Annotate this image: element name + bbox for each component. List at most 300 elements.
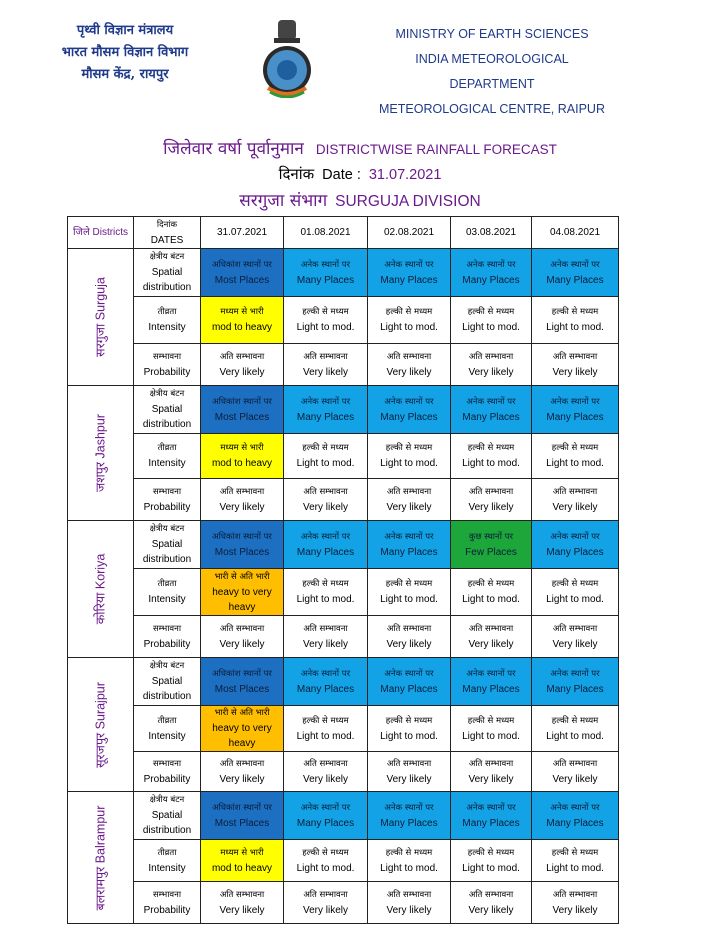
forecast-cell	[284, 840, 368, 882]
forecast-cell	[201, 344, 284, 386]
forecast-cell-english: Very likely	[386, 904, 432, 916]
forecast-cell-hindi: अनेक स्थानों पर	[300, 668, 351, 679]
forecast-cell	[201, 569, 284, 616]
date-column-header: 01.08.2021	[284, 217, 368, 249]
forecast-cell-english: Light to mod.	[462, 862, 520, 874]
forecast-cell-english: Most Places	[214, 683, 270, 695]
forecast-cell	[451, 249, 532, 297]
parameter-label	[134, 249, 201, 297]
forecast-cell-hindi: अनेक स्थानों पर	[384, 668, 434, 679]
parameter-label-hindi: सम्भावना	[152, 623, 182, 634]
forecast-cell-hindi: अति सम्भावना	[468, 623, 514, 634]
forecast-cell	[451, 521, 532, 569]
forecast-cell-hindi: अनेक स्थानों पर	[384, 259, 434, 270]
forecast-cell-hindi: कुछ स्थानों पर	[469, 531, 513, 542]
parameter-label-hindi: क्षेत्रीय बंटन	[149, 389, 185, 399]
forecast-cell	[368, 249, 451, 297]
forecast-cell-english: Light to mod.	[296, 594, 355, 605]
forecast-cell-hindi: अति सम्भावना	[303, 486, 348, 497]
forecast-cell-hindi: हल्की से मध्यम	[467, 847, 515, 858]
forecast-cell-hindi: अधिकांश स्थानों पर	[212, 531, 272, 542]
table-row	[68, 792, 619, 840]
forecast-cell-english: Many Places	[462, 411, 520, 423]
parameter-label-hindi: क्षेत्रीय बंटन	[149, 795, 185, 805]
date-column-header: 03.08.2021	[451, 217, 532, 249]
forecast-cell	[451, 882, 532, 924]
forecast-cell-english: Very likely	[219, 904, 265, 916]
forecast-cell-english: Very likely	[468, 904, 514, 916]
forecast-cell	[368, 706, 451, 752]
table-row	[68, 521, 619, 569]
parameter-label	[134, 616, 201, 658]
forecast-cell	[284, 344, 368, 386]
table-row	[68, 616, 619, 658]
parameter-label-hindi: सम्भावना	[152, 889, 182, 900]
date-column-header: 31.07.2021	[201, 217, 284, 249]
division-title-hindi: सरगुजा संभाग	[239, 191, 328, 211]
forecast-cell	[368, 569, 451, 616]
header-left-line: भारत मौसम विज्ञान विभाग	[61, 45, 189, 60]
forecast-cell-english: Many Places	[546, 546, 604, 558]
date-value: 31.07.2021	[368, 167, 442, 183]
forecast-cell-hindi: मध्यम से भारी	[220, 847, 264, 858]
forecast-cell-hindi: अनेक स्थानों पर	[384, 531, 434, 542]
forecast-title	[0, 136, 720, 159]
forecast-cell-hindi: हल्की से मध्यम	[551, 307, 599, 317]
forecast-cell-english: Many Places	[546, 817, 604, 829]
forecast-cell-english: Light to mod.	[546, 594, 604, 605]
district-name-cell	[68, 658, 134, 792]
forecast-cell-english: Many Places	[462, 683, 520, 695]
parameter-label-english: Spatial distribution	[142, 810, 192, 836]
forecast-cell-english: Few Places	[465, 546, 517, 558]
parameter-label	[134, 297, 201, 344]
parameter-label-english: Probability	[143, 638, 191, 650]
parameter-label-english: Intensity	[148, 458, 186, 469]
table-row	[68, 752, 619, 792]
forecast-cell	[368, 386, 451, 434]
parameter-label-hindi: क्षेत्रीय बंटन	[149, 524, 185, 534]
forecast-cell	[201, 297, 284, 344]
forecast-cell-english: Very likely	[552, 638, 598, 650]
forecast-cell	[451, 752, 532, 792]
forecast-cell-english: Very likely	[552, 773, 598, 785]
forecast-cell-hindi: हल्की से मध्यम	[385, 579, 433, 589]
parameter-label	[134, 840, 201, 882]
forecast-cell	[368, 521, 451, 569]
table-row	[68, 882, 619, 924]
forecast-cell-english: mod to heavy	[211, 458, 273, 469]
forecast-cell-english: heavy to very heavy	[212, 586, 272, 613]
table-row	[68, 386, 619, 434]
forecast-cell-hindi: भारी से अति भारी	[214, 708, 270, 718]
forecast-cell-hindi: हल्की से मध्यम	[551, 443, 599, 453]
parameter-label-english: Probability	[143, 773, 191, 785]
forecast-cell-english: Light to mod.	[380, 322, 438, 333]
forecast-cell-english: Very likely	[386, 773, 432, 785]
forecast-cell-hindi: अधिकांश स्थानों पर	[212, 259, 272, 270]
forecast-cell-hindi: अति सम्भावना	[303, 889, 348, 900]
forecast-cell-english: Light to mod.	[296, 862, 355, 874]
parameter-label-hindi: तीव्रता	[157, 307, 177, 317]
table-row	[68, 434, 619, 479]
forecast-cell-english: Very likely	[552, 904, 598, 916]
forecast-cell-english: Light to mod.	[462, 458, 520, 469]
forecast-cell-hindi: अति सम्भावना	[468, 889, 514, 900]
forecast-cell-english: Very likely	[468, 638, 514, 650]
forecast-cell-hindi: हल्की से मध्यम	[302, 307, 349, 317]
parameter-label	[134, 706, 201, 752]
ministry-header-english	[372, 22, 612, 122]
parameter-label-hindi: तीव्रता	[157, 443, 177, 453]
forecast-cell-english: Light to mod.	[546, 730, 604, 742]
forecast-cell	[532, 249, 619, 297]
parameter-label-english: Spatial distribution	[142, 539, 192, 565]
header-left-line: पृथ्वी विज्ञान मंत्रालय	[76, 23, 174, 38]
forecast-cell-hindi: अधिकांश स्थानों पर	[212, 668, 272, 679]
forecast-cell-english: Very likely	[552, 366, 598, 378]
header-right-line: INDIA METEOROLOGICAL DEPARTMENT	[415, 52, 569, 91]
forecast-cell-english: Many Places	[380, 274, 438, 286]
forecast-cell-english: Very likely	[302, 904, 348, 916]
district-name: बलरामपुर Balrampur	[93, 805, 107, 910]
header-left-line: मौसम केंद्र, रायपुर	[81, 67, 169, 82]
forecast-cell	[284, 752, 368, 792]
forecast-cell	[532, 521, 619, 569]
forecast-cell	[284, 792, 368, 840]
district-name-cell	[68, 521, 134, 658]
forecast-cell-hindi: अनेक स्थानों पर	[466, 396, 516, 407]
parameter-label	[134, 882, 201, 924]
forecast-cell	[451, 616, 532, 658]
forecast-cell	[201, 249, 284, 297]
forecast-cell-english: Many Places	[462, 274, 520, 286]
forecast-cell	[201, 882, 284, 924]
forecast-cell-english: Light to mod.	[462, 594, 520, 605]
forecast-cell-hindi: अति सम्भावना	[386, 889, 432, 900]
district-name: कोरिया Koriya	[93, 553, 107, 625]
division-title	[0, 188, 720, 211]
table-row	[68, 658, 619, 706]
forecast-cell-hindi: हल्की से मध्यम	[302, 443, 349, 453]
forecast-cell	[201, 434, 284, 479]
forecast-cell-english: Many Places	[296, 274, 355, 286]
forecast-cell-english: Many Places	[296, 546, 355, 558]
parameter-label-english: Spatial distribution	[142, 676, 192, 702]
forecast-cell-english: Many Places	[296, 683, 355, 695]
forecast-cell-english: Very likely	[302, 638, 348, 650]
forecast-cell-hindi: अनेक स्थानों पर	[550, 531, 600, 542]
forecast-cell	[532, 479, 619, 521]
forecast-cell-english: mod to heavy	[211, 862, 273, 874]
parameter-label-hindi: तीव्रता	[157, 579, 177, 589]
forecast-cell	[368, 434, 451, 479]
parameter-label-hindi: सम्भावना	[152, 351, 182, 362]
forecast-cell-hindi: मध्यम से भारी	[220, 307, 264, 317]
forecast-cell-english: Very likely	[302, 366, 348, 378]
forecast-cell-hindi: अनेक स्थानों पर	[384, 396, 434, 407]
parameter-label-hindi: क्षेत्रीय बंटन	[149, 661, 185, 671]
forecast-cell	[284, 882, 368, 924]
forecast-cell-english: Light to mod.	[296, 458, 355, 469]
forecast-cell-english: Most Places	[214, 546, 270, 558]
forecast-cell-english: Very likely	[468, 501, 514, 513]
forecast-cell	[201, 521, 284, 569]
table-row	[68, 840, 619, 882]
government-emblem-icon	[256, 18, 318, 98]
parameter-label-english: Probability	[143, 904, 191, 916]
forecast-cell	[451, 479, 532, 521]
forecast-cell	[368, 658, 451, 706]
forecast-cell	[284, 658, 368, 706]
parameter-label-english: Intensity	[148, 322, 186, 333]
forecast-cell	[368, 792, 451, 840]
forecast-cell-hindi: अनेक स्थानों पर	[300, 802, 351, 813]
forecast-cell	[368, 752, 451, 792]
forecast-cell-hindi: अति सम्भावना	[219, 758, 265, 769]
forecast-cell	[201, 706, 284, 752]
forecast-cell-english: mod to heavy	[211, 322, 273, 333]
date-label-english: Date :	[322, 167, 361, 183]
forecast-cell	[284, 706, 368, 752]
forecast-cell-english: Many Places	[546, 274, 604, 286]
forecast-cell-hindi: अनेक स्थानों पर	[550, 259, 600, 270]
parameter-label	[134, 792, 201, 840]
forecast-cell-english: heavy to very heavy	[212, 723, 272, 749]
forecast-cell	[201, 840, 284, 882]
parameter-label	[134, 658, 201, 706]
parameter-label-english: Spatial distribution	[142, 404, 192, 430]
forecast-cell-hindi: अधिकांश स्थानों पर	[212, 396, 272, 407]
forecast-cell	[201, 479, 284, 521]
forecast-cell-hindi: अनेक स्थानों पर	[466, 802, 516, 813]
forecast-cell-english: Very likely	[386, 501, 432, 513]
forecast-cell-hindi: अति सम्भावना	[386, 486, 432, 497]
forecast-cell-english: Many Places	[380, 546, 438, 558]
forecast-cell-hindi: हल्की से मध्यम	[302, 715, 349, 726]
forecast-cell-english: Very likely	[219, 366, 265, 378]
forecast-cell-hindi: अनेक स्थानों पर	[550, 396, 600, 407]
forecast-cell-hindi: अनेक स्थानों पर	[300, 396, 351, 407]
forecast-cell-hindi: भारी से अति भारी	[214, 571, 270, 582]
forecast-cell	[532, 882, 619, 924]
forecast-cell-english: Many Places	[546, 411, 604, 423]
forecast-cell-english: Light to mod.	[380, 594, 438, 605]
parameter-label	[134, 386, 201, 434]
forecast-cell	[284, 249, 368, 297]
forecast-cell-hindi: अति सम्भावना	[552, 351, 598, 362]
forecast-cell-hindi: हल्की से मध्यम	[385, 307, 433, 317]
forecast-cell-hindi: हल्की से मध्यम	[467, 715, 515, 726]
forecast-cell-hindi: हल्की से मध्यम	[551, 715, 599, 726]
forecast-cell-english: Many Places	[462, 817, 520, 829]
forecast-cell-hindi: अति सम्भावना	[386, 351, 432, 362]
parameter-label-hindi: तीव्रता	[157, 715, 177, 726]
date-label-hindi: दिनांक	[278, 165, 315, 183]
table-header-row	[68, 217, 619, 249]
forecast-cell	[284, 521, 368, 569]
forecast-cell-hindi: अनेक स्थानों पर	[300, 259, 351, 270]
forecast-cell	[532, 386, 619, 434]
dates-header-english: DATES	[150, 234, 184, 246]
table-row	[68, 344, 619, 386]
forecast-cell-english: Most Places	[214, 817, 270, 829]
forecast-cell-english: Many Places	[296, 411, 355, 423]
parameter-label	[134, 434, 201, 479]
forecast-cell-hindi: हल्की से मध्यम	[385, 443, 433, 453]
forecast-cell-english: Light to mod.	[380, 862, 438, 874]
forecast-cell-english: Most Places	[214, 274, 270, 286]
forecast-cell-hindi: अति सम्भावना	[219, 889, 265, 900]
forecast-cell-hindi: हल्की से मध्यम	[302, 847, 349, 858]
parameter-label	[134, 752, 201, 792]
forecast-cell-hindi: हल्की से मध्यम	[467, 307, 515, 317]
forecast-cell	[451, 569, 532, 616]
forecast-cell	[451, 434, 532, 479]
forecast-cell	[532, 569, 619, 616]
forecast-cell-hindi: अति सम्भावना	[219, 623, 265, 634]
forecast-cell	[451, 792, 532, 840]
forecast-cell-hindi: अति सम्भावना	[386, 623, 432, 634]
forecast-cell-hindi: मध्यम से भारी	[220, 443, 264, 453]
forecast-cell	[201, 386, 284, 434]
forecast-cell	[368, 344, 451, 386]
forecast-cell	[284, 297, 368, 344]
forecast-cell-english: Very likely	[386, 638, 432, 650]
forecast-cell	[532, 297, 619, 344]
parameter-label-english: Probability	[143, 501, 191, 513]
forecast-cell	[284, 569, 368, 616]
forecast-cell	[532, 792, 619, 840]
ministry-header-hindi	[40, 20, 210, 86]
parameter-label-english: Intensity	[148, 730, 186, 742]
forecast-cell-hindi: हल्की से मध्यम	[551, 579, 599, 589]
forecast-cell-english: Light to mod.	[462, 730, 520, 742]
district-name: सूरजपुर Surajpur	[93, 681, 107, 768]
table-row	[68, 297, 619, 344]
forecast-date	[0, 164, 720, 184]
forecast-cell	[284, 434, 368, 479]
forecast-cell	[532, 344, 619, 386]
forecast-cell-hindi: अनेक स्थानों पर	[550, 802, 600, 813]
parameter-label-english: Spatial distribution	[142, 267, 192, 293]
forecast-cell	[284, 386, 368, 434]
table-row	[68, 249, 619, 297]
dates-header	[134, 217, 201, 249]
forecast-cell-hindi: अति सम्भावना	[219, 486, 265, 497]
forecast-cell-hindi: अनेक स्थानों पर	[550, 668, 600, 679]
forecast-cell	[532, 658, 619, 706]
forecast-cell	[451, 344, 532, 386]
forecast-cell-hindi: अति सम्भावना	[303, 351, 348, 362]
forecast-cell-english: Light to mod.	[296, 730, 355, 742]
forecast-cell-hindi: अति सम्भावना	[552, 623, 598, 634]
forecast-cell-hindi: हल्की से मध्यम	[551, 847, 599, 858]
forecast-cell-english: Light to mod.	[546, 862, 604, 874]
forecast-cell-hindi: हल्की से मध्यम	[385, 847, 433, 858]
forecast-cell-english: Many Places	[380, 817, 438, 829]
parameter-label-hindi: क्षेत्रीय बंटन	[149, 252, 185, 262]
forecast-cell	[451, 297, 532, 344]
forecast-cell-hindi: अति सम्भावना	[468, 758, 514, 769]
forecast-cell-english: Many Places	[380, 683, 438, 695]
date-column-header: 04.08.2021	[532, 217, 619, 249]
forecast-cell-hindi: अति सम्भावना	[552, 889, 598, 900]
forecast-cell-english: Light to mod.	[296, 322, 355, 333]
forecast-cell	[284, 479, 368, 521]
dates-header-hindi: दिनांक	[156, 219, 178, 230]
forecast-cell	[368, 840, 451, 882]
forecast-cell-english: Very likely	[386, 366, 432, 378]
forecast-title-english: DISTRICTWISE RAINFALL FORECAST	[315, 142, 557, 157]
district-name: सरगुजा Surguja	[93, 277, 107, 357]
header-right-line: METEOROLOGICAL CENTRE, RAIPUR	[379, 102, 605, 116]
forecast-cell-english: Very likely	[552, 501, 598, 513]
forecast-cell	[451, 840, 532, 882]
forecast-table	[67, 216, 619, 924]
forecast-cell-hindi: अति सम्भावना	[552, 758, 598, 769]
forecast-cell-english: Light to mod.	[462, 322, 520, 333]
forecast-cell	[451, 658, 532, 706]
forecast-cell-english: Light to mod.	[546, 322, 604, 333]
table-row	[68, 569, 619, 616]
parameter-label-hindi: सम्भावना	[152, 758, 182, 769]
forecast-cell-hindi: हल्की से मध्यम	[467, 579, 515, 589]
parameter-label-english: Intensity	[148, 862, 186, 874]
parameter-label	[134, 479, 201, 521]
parameter-label-hindi: सम्भावना	[152, 486, 182, 497]
forecast-cell	[284, 616, 368, 658]
forecast-cell-english: Very likely	[468, 773, 514, 785]
forecast-cell-hindi: अधिकांश स्थानों पर	[212, 802, 272, 813]
forecast-cell	[201, 616, 284, 658]
forecast-cell-hindi: अनेक स्थानों पर	[466, 668, 516, 679]
parameter-label-english: Intensity	[148, 594, 186, 605]
forecast-cell-english: Most Places	[214, 411, 270, 423]
forecast-cell	[532, 434, 619, 479]
forecast-cell-english: Light to mod.	[380, 730, 438, 742]
forecast-cell-english: Very likely	[219, 638, 265, 650]
forecast-cell-english: Light to mod.	[380, 458, 438, 469]
forecast-cell-hindi: हल्की से मध्यम	[467, 443, 515, 453]
forecast-cell-hindi: अति सम्भावना	[219, 351, 265, 362]
forecast-title-hindi: जिलेवार वर्षा पूर्वानुमान	[163, 139, 304, 159]
forecast-cell	[532, 840, 619, 882]
table-row	[68, 706, 619, 752]
forecast-cell-english: Very likely	[302, 773, 348, 785]
forecast-cell-hindi: अति सम्भावना	[552, 486, 598, 497]
forecast-cell	[201, 792, 284, 840]
forecast-cell	[368, 882, 451, 924]
forecast-cell-hindi: अति सम्भावना	[303, 758, 348, 769]
parameter-label	[134, 521, 201, 569]
parameter-label	[134, 569, 201, 616]
forecast-cell-english: Many Places	[546, 683, 604, 695]
parameter-label-english: Probability	[143, 366, 191, 378]
date-column-header: 02.08.2021	[368, 217, 451, 249]
forecast-cell	[368, 616, 451, 658]
forecast-cell-hindi: अनेक स्थानों पर	[466, 259, 516, 270]
district-name-cell	[68, 792, 134, 924]
forecast-cell	[532, 752, 619, 792]
header-right-line: MINISTRY OF EARTH SCIENCES	[395, 27, 589, 41]
district-name-cell	[68, 386, 134, 521]
forecast-cell	[451, 386, 532, 434]
forecast-cell	[451, 706, 532, 752]
forecast-cell-english: Very likely	[302, 501, 348, 513]
forecast-cell-english: Light to mod.	[546, 458, 604, 469]
forecast-cell-hindi: अति सम्भावना	[303, 623, 348, 634]
